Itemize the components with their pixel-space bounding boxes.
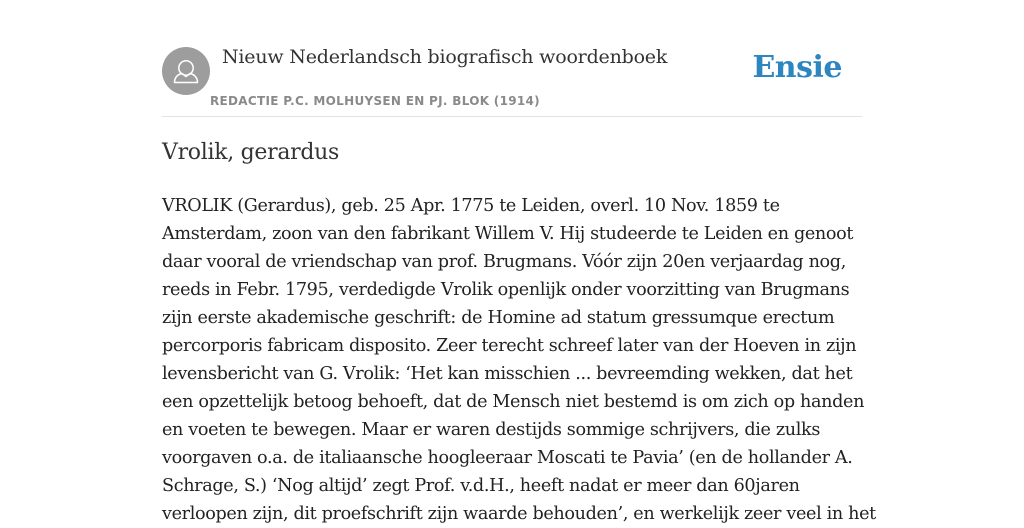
header: [162, 40, 862, 117]
body-line: een opzettelijk betoog behoeft, dat de Mensch niet bestemd is om zich op handen: [162, 392, 865, 412]
body-line: Amsterdam, zoon van den fabrikant Willem V. Hij studeerde te Leiden en genoot: [162, 224, 854, 244]
author-avatar[interactable]: [162, 47, 210, 95]
body-line: Schrage, S.) ‘Nog altijd’ zegt Prof. v.d.H., heeft nadat er meer dan 60jaren: [162, 476, 800, 496]
editors-credit: REDACTIE P.C. MOLHUYSEN EN PJ. BLOK (1914): [210, 94, 540, 108]
entry-body: [162, 192, 876, 528]
body-line: verloopen zijn, dit proefschrift zijn waarde behouden’, en werkelijk zeer veel in het: [162, 504, 876, 524]
body-line: daar vooral de vriendschap van prof. Brugmans. Vóór zijn 20en verjaardag nog,: [162, 252, 846, 272]
body-line: voorgaven o.a. de italiaansche hoogleeraar Moscati te Pavia’ (en de hollander A.: [162, 448, 853, 468]
entry-title: Vrolik, gerardus: [162, 140, 340, 165]
body-line: levensbericht van G. Vrolik: ‘Het kan misschien ... bevreemding wekken, dat het: [162, 364, 853, 384]
body-line: zijn eerste akademische geschrift: de Homine ad statum gressumque erectum: [162, 308, 835, 328]
body-line: reeds in Febr. 1795, verdedigde Vrolik openlijk onder voorzitting van Brugmans: [162, 280, 850, 300]
body-line: en voeten te bewegen. Maar er waren destijds sommige schrijvers, die zulks: [162, 420, 821, 440]
book-title[interactable]: Nieuw Nederlandsch biografisch woordenboek: [222, 46, 668, 68]
body-line: percorporis fabricam disposito. Zeer terecht schreef later van der Hoeven in zijn: [162, 336, 857, 356]
brand-logo[interactable]: Ensie: [752, 50, 842, 85]
user-silhouette-icon: [162, 47, 210, 95]
body-line: VROLIK (Gerardus), geb. 25 Apr. 1775 te Leiden, overl. 10 Nov. 1859 te: [162, 196, 780, 216]
